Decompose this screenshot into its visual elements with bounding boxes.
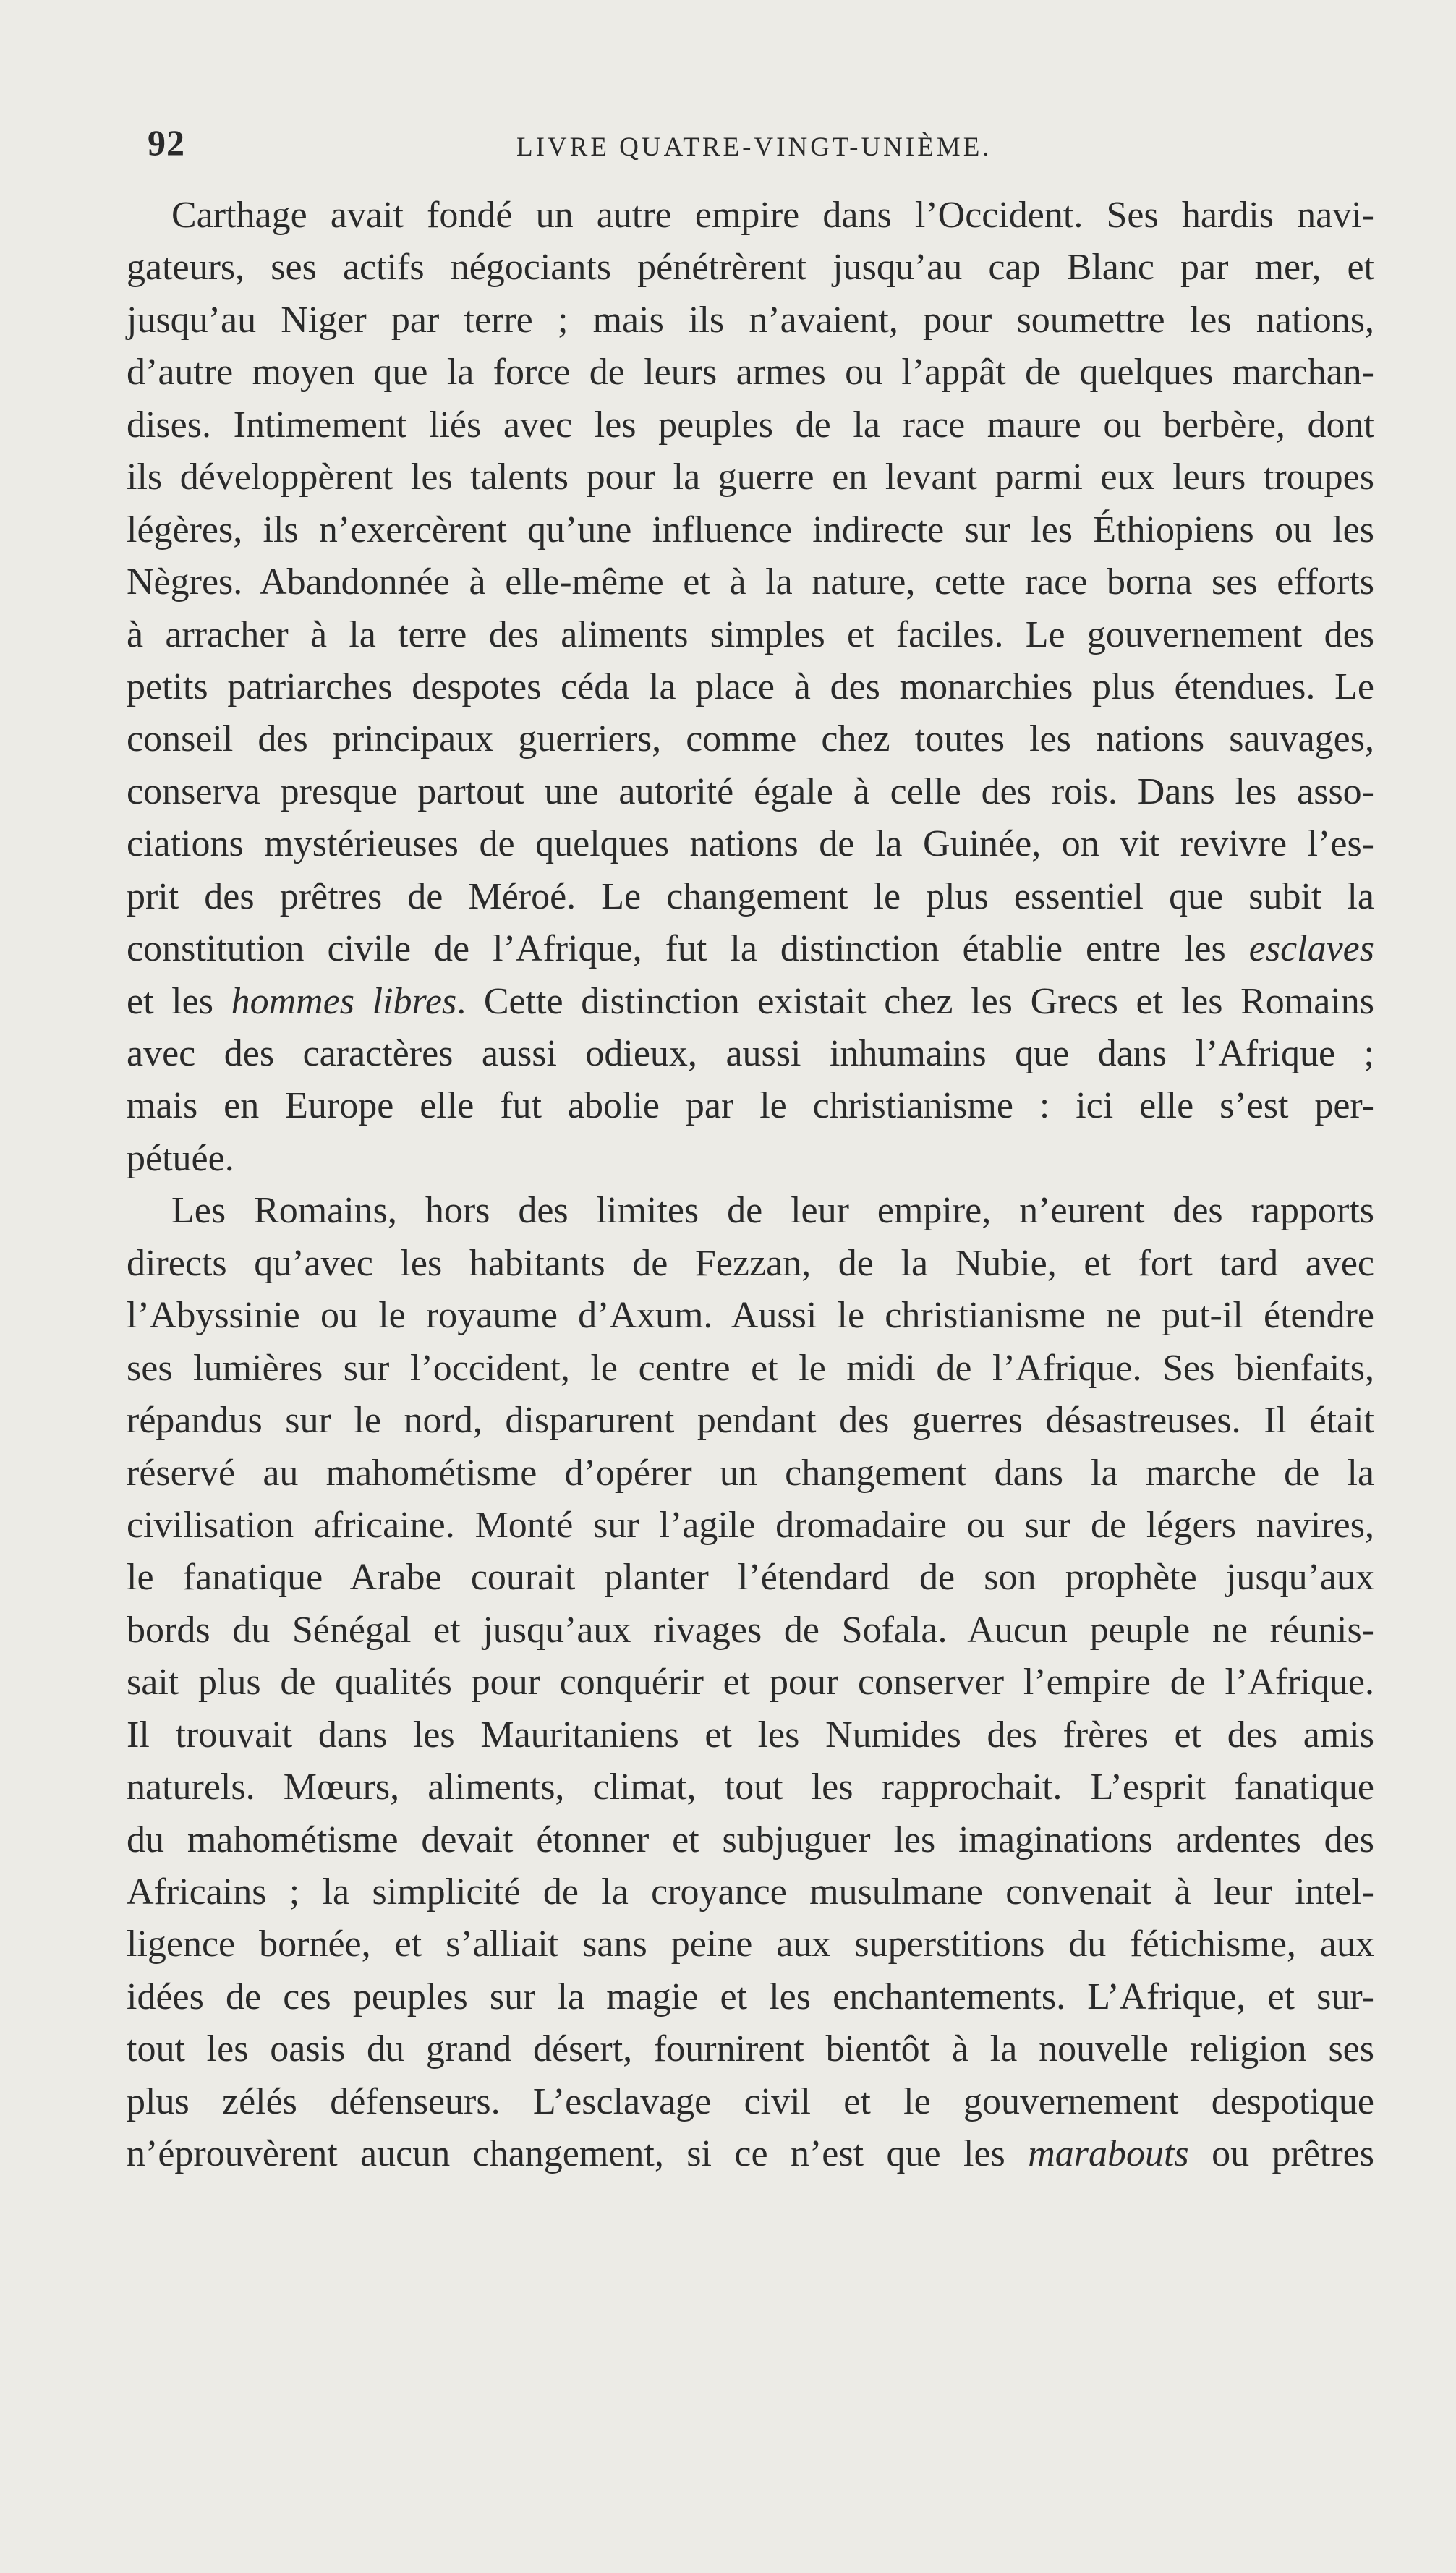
text-line: tout les oasis du grand désert, fournirent bientôt à la nouvelle religion ses	[127, 2028, 1374, 2070]
text-line: plus zélés défenseurs. L’esclavage civil et le gouvernement despotique	[127, 2080, 1374, 2122]
text-line: avec des caractères aussi odieux, aussi inhumains que dans l’Afrique ;	[127, 1033, 1374, 1074]
text-segment: . Cette distinction existait chez les Grecs et les Romains	[456, 980, 1374, 1022]
text-segment: constitution civile de l’Afrique, fut la distinction établie entre les	[127, 928, 1249, 970]
text-line	[127, 923, 1374, 975]
text-line: d’autre moyen que la force de leurs armes ou l’appât de quelques marchan-	[127, 352, 1374, 394]
text-line: civilisation africaine. Monté sur l’agile dromadaire ou sur de légers navires,	[127, 1504, 1374, 1546]
text-line: répandus sur le nord, disparurent pendant des guerres désastreuses. Il était	[127, 1400, 1374, 1442]
text-line: jusqu’au Niger par terre ; mais ils n’avaient, pour soumettre les nations,	[127, 299, 1374, 341]
text-line: pétuée.	[127, 1137, 234, 1179]
text-line: conseil des principaux guerriers, comme chez toutes les nations sauvages,	[127, 718, 1374, 760]
text-line: légères, ils n’exercèrent qu’une influence indirecte sur les Éthiopiens ou les	[127, 509, 1374, 550]
text-line: prit des prêtres de Méroé. Le changement le plus essentiel que subit la	[127, 875, 1374, 917]
text-line	[127, 2128, 1374, 2180]
text-segment: et les	[127, 980, 231, 1022]
text-line: ciations mystérieuses de quelques nations de la Guinée, on vit revivre l’es-	[127, 823, 1374, 865]
text-line: Les Romains, hors des limites de leur empire, n’eurent des rapports	[171, 1190, 1374, 1232]
text-segment: n’éprouvèrent aucun changement, si ce n’est que les	[127, 2133, 1029, 2175]
text-line: bords du Sénégal et jusqu’aux rivages de Sofala. Aucun peuple ne réunis-	[127, 1609, 1374, 1651]
text-line: Nègres. Abandonnée à elle-même et à la nature, cette race borna ses efforts	[127, 561, 1374, 603]
text-line: sait plus de qualités pour conquérir et pour conserver l’empire de l’Afrique.	[127, 1662, 1374, 1704]
text-line: à arracher à la terre des aliments simples et faciles. Le gouvernement des	[127, 613, 1374, 655]
text-line: l’Abyssinie ou le royaume d’Axum. Aussi le christianisme ne put-il étendre	[127, 1295, 1374, 1337]
text-line: dises. Intimement liés avec les peuples de la race maure ou berbère, dont	[127, 404, 1374, 446]
text-segment: ou prêtres	[1188, 2133, 1374, 2175]
text-line: gateurs, ses actifs négociants pénétrèrent jusqu’au cap Blanc par mer, et	[127, 247, 1374, 289]
text-line: ils développèrent les talents pour la guerre en levant parmi eux leurs troupes	[127, 456, 1374, 498]
italic-text: esclaves	[1248, 928, 1374, 970]
text-line: Carthage avait fondé un autre empire dans l’Occident. Ses hardis navi-	[171, 195, 1374, 236]
text-line: idées de ces peuples sur la magie et les enchantements. L’Afrique, et sur-	[127, 1976, 1374, 2017]
text-line: directs qu’avec les habitants de Fezzan, de la Nubie, et fort tard avec	[127, 1242, 1374, 1284]
text-line: Africains ; la simplicité de la croyance musulmane convenait à leur intel-	[127, 1871, 1374, 1913]
text-line: conserva presque partout une autorité égale à celle des rois. Dans les asso-	[127, 770, 1374, 812]
text-line: Il trouvait dans les Mauritaniens et les Numides des frères et des amis	[127, 1714, 1374, 1756]
text-line: naturels. Mœurs, aliments, climat, tout les rapprochait. L’esprit fanatique	[127, 1766, 1374, 1808]
text-line: du mahométisme devait étonner et subjuguer les imaginations ardentes des	[127, 1819, 1374, 1860]
text-line: ligence bornée, et s’alliait sans peine aux superstitions du fétichisme, aux	[127, 1923, 1374, 1965]
running-head: LIVRE QUATRE-VINGT-UNIÈME.	[516, 132, 992, 162]
text-line: petits patriarches despotes céda la place à des monarchies plus étendues. Le	[127, 665, 1374, 707]
body-text	[127, 190, 1374, 2181]
text-line: mais en Europe elle fut abolie par le christianisme : ici elle s’est per-	[127, 1085, 1374, 1127]
italic-text: marabouts	[1028, 2133, 1189, 2175]
text-line	[127, 976, 1374, 1028]
text-line: réservé au mahométisme d’opérer un changement dans la marche de la	[127, 1452, 1374, 1494]
text-line: ses lumières sur l’occident, le centre et le midi de l’Afrique. Ses bienfaits,	[127, 1347, 1374, 1389]
page-header	[148, 122, 1377, 172]
italic-text: hommes libres	[231, 980, 457, 1022]
page-number: 92	[148, 122, 185, 163]
text-line: le fanatique Arabe courait planter l’étendard de son prophète jusqu’aux	[127, 1557, 1374, 1599]
